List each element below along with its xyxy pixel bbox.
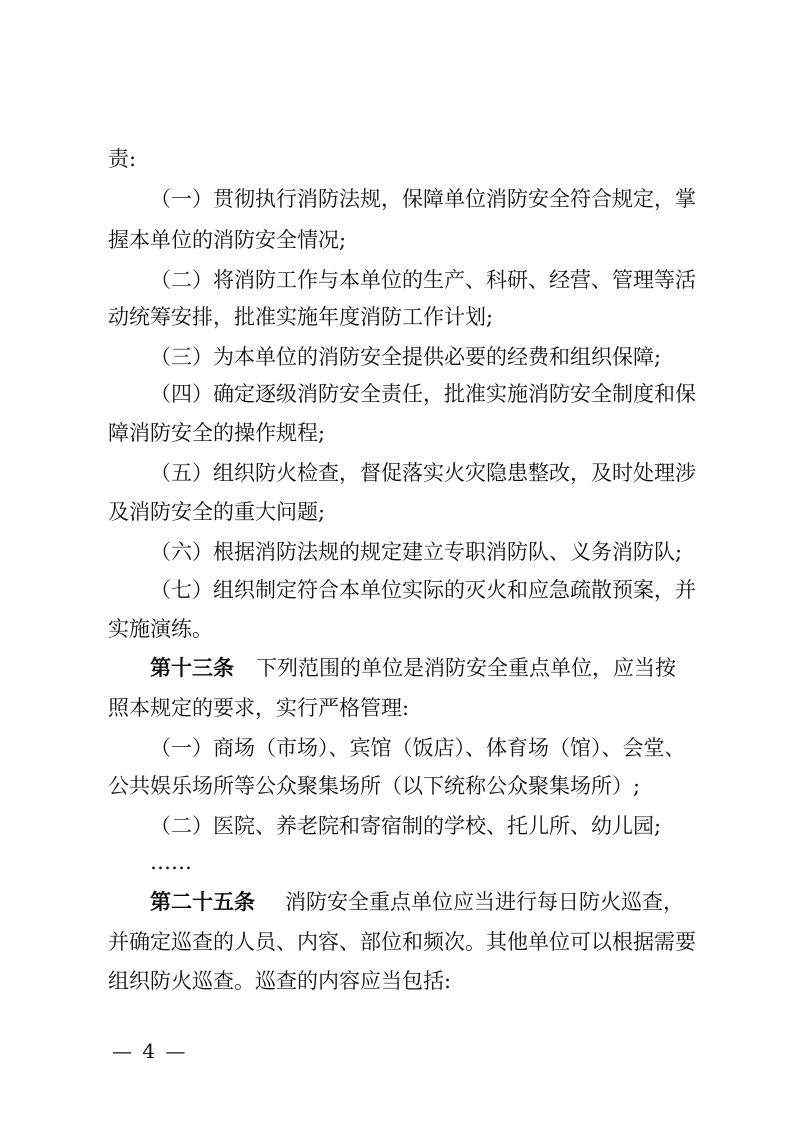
text-line: 组织防火巡查。巡查的内容应当包括:: [108, 969, 452, 993]
list-item-7: （七）组织制定符合本单位实际的灭火和应急疏散预案，并: [150, 578, 696, 602]
list-item-6: （六）根据消防法规的规定建立专职消防队、义务消防队;: [150, 540, 683, 564]
list-item-5: （五）组织防火检查，督促落实火灾隐患整改，及时处理涉: [150, 461, 696, 485]
text-line: 握本单位的消防安全情况;: [108, 228, 347, 252]
article-text: 消防安全重点单位应当进行每日防火巡查，: [285, 890, 684, 914]
page-number: — 4 —: [112, 1039, 188, 1063]
text-line: 责:: [108, 147, 137, 171]
list-item: （一）商场（市场）、宾馆（饭店）、体育场（馆）、会堂、: [150, 736, 686, 760]
article-text: 下列范围的单位是消防安全重点单位，应当按: [256, 656, 676, 680]
list-item-2: （二）将消防工作与本单位的生产、科研、经营、管理等活: [150, 268, 696, 292]
text-line: 公共娱乐场所等公众聚集场所（以下统称公众聚集场所）;: [108, 774, 641, 798]
text-line: 障消防安全的操作规程;: [108, 421, 326, 445]
list-item: （二）医院、养老院和寄宿制的学校、托儿所、幼儿园;: [150, 814, 662, 838]
list-item-1: （一）贯彻执行消防法规，保障单位消防安全符合规定，掌: [150, 187, 696, 211]
article-number: 第十三条: [150, 655, 234, 680]
article-13-heading: [150, 653, 706, 683]
ellipsis: ……: [150, 850, 192, 874]
text-line: 照本规定的要求，实行严格管理:: [108, 696, 410, 720]
article-25-heading: [150, 887, 706, 917]
text-line: 实施演练。: [108, 617, 213, 641]
list-item-3: （三）为本单位的消防安全提供必要的经费和组织保障;: [150, 345, 662, 369]
text-line: 及消防安全的重大问题;: [108, 500, 326, 524]
list-item-4: （四）确定逐级消防安全责任，批准实施消防安全制度和保: [150, 382, 696, 406]
text-line: 动统筹安排，批准实施年度消防工作计划;: [108, 305, 494, 329]
text-line: 并确定巡查的人员、内容、部位和频次。其他单位可以根据需要: [108, 930, 696, 954]
article-number: 第二十五条: [150, 889, 255, 914]
